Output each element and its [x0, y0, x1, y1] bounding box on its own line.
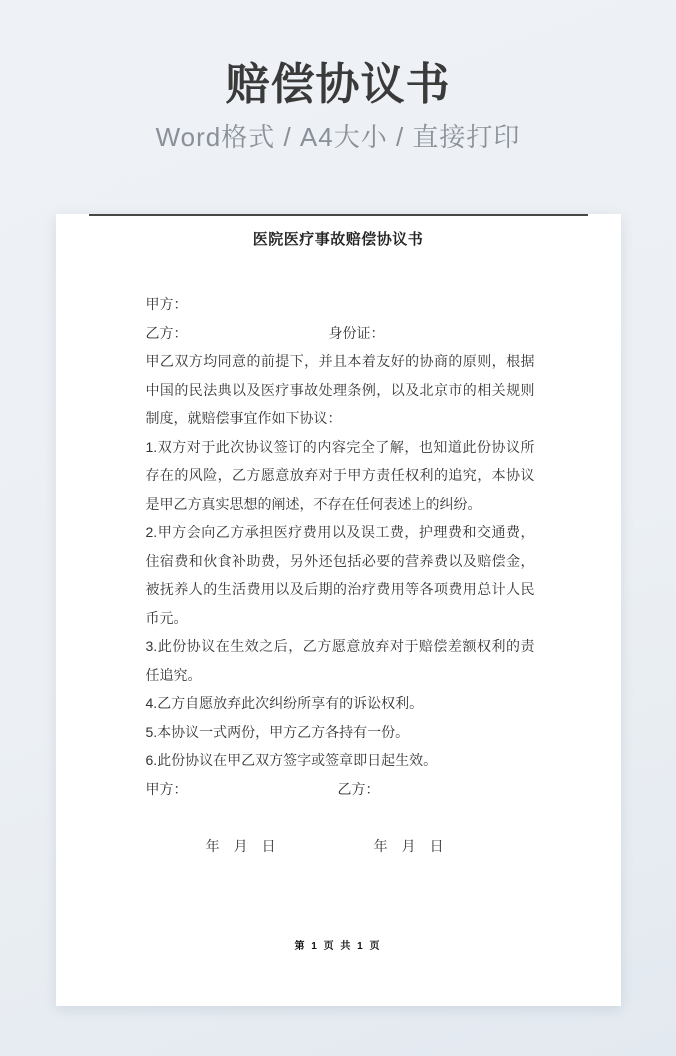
clause-4: 4.乙方自愿放弃此次纠纷所享有的诉讼权利。 [145, 695, 424, 712]
party-a-label: 甲方： [145, 296, 188, 313]
id-card-label: 身份证： [328, 324, 385, 341]
clause-2: 2.甲方会向乙方承担医疗费用以及误工费，护理费和交通费，住宿费和伙食补助费，另外还包括必要的营养费以及赔偿金，被抚养人的生活费用以及后期的治疗费用等各项费用总计人民币元。 [145, 524, 535, 626]
page-number: 第 1 页 共 1 页 [294, 941, 382, 953]
date-row [146, 803, 535, 889]
page-subtitle: Word格式 / A4大小 / 直接打印 [155, 122, 521, 153]
party-b-label: 乙方： [145, 324, 188, 341]
party-b-line [146, 319, 535, 348]
signature-party-a-label: 甲方： [145, 780, 188, 797]
page-title: 赔偿协议书 [225, 60, 451, 109]
intro-paragraph: 甲乙双方均同意的前提下，并且本着友好的协商的原则，根据中国的民法典以及医疗事故处理条例，以及北京市的相关规则制度，就赔偿事宜作如下协议： [145, 353, 535, 427]
document-title: 医院医疗事故赔偿协议书 [252, 231, 424, 249]
clause-3: 3.此份协议在生效之后，乙方愿意放弃对于赔偿差额权利的责任追究。 [145, 638, 535, 683]
date-line-party-b: 年 月 日 [373, 837, 444, 854]
clause-6: 6.此份协议在甲乙双方签字或签章即日起生效。 [145, 752, 438, 769]
party-a-line [146, 290, 535, 319]
signature-row [146, 775, 535, 804]
document-page [56, 214, 621, 1006]
document-body [146, 290, 535, 889]
date-line-party-a: 年 月 日 [205, 837, 276, 854]
clause-1: 1.双方对于此次协议签订的内容完全了解，也知道此份协议所存在的风险，乙方愿意放弃对于甲方责任权利的追究，本协议是甲乙方真实思想的阐述，不存在任何表述上的纠纷。 [145, 438, 535, 512]
template-header [0, 0, 676, 154]
top-rule-divider [89, 214, 588, 216]
signature-party-b-label: 乙方： [337, 780, 380, 797]
clause-5: 5.本协议一式两份，甲方乙方各持有一份。 [145, 723, 410, 740]
